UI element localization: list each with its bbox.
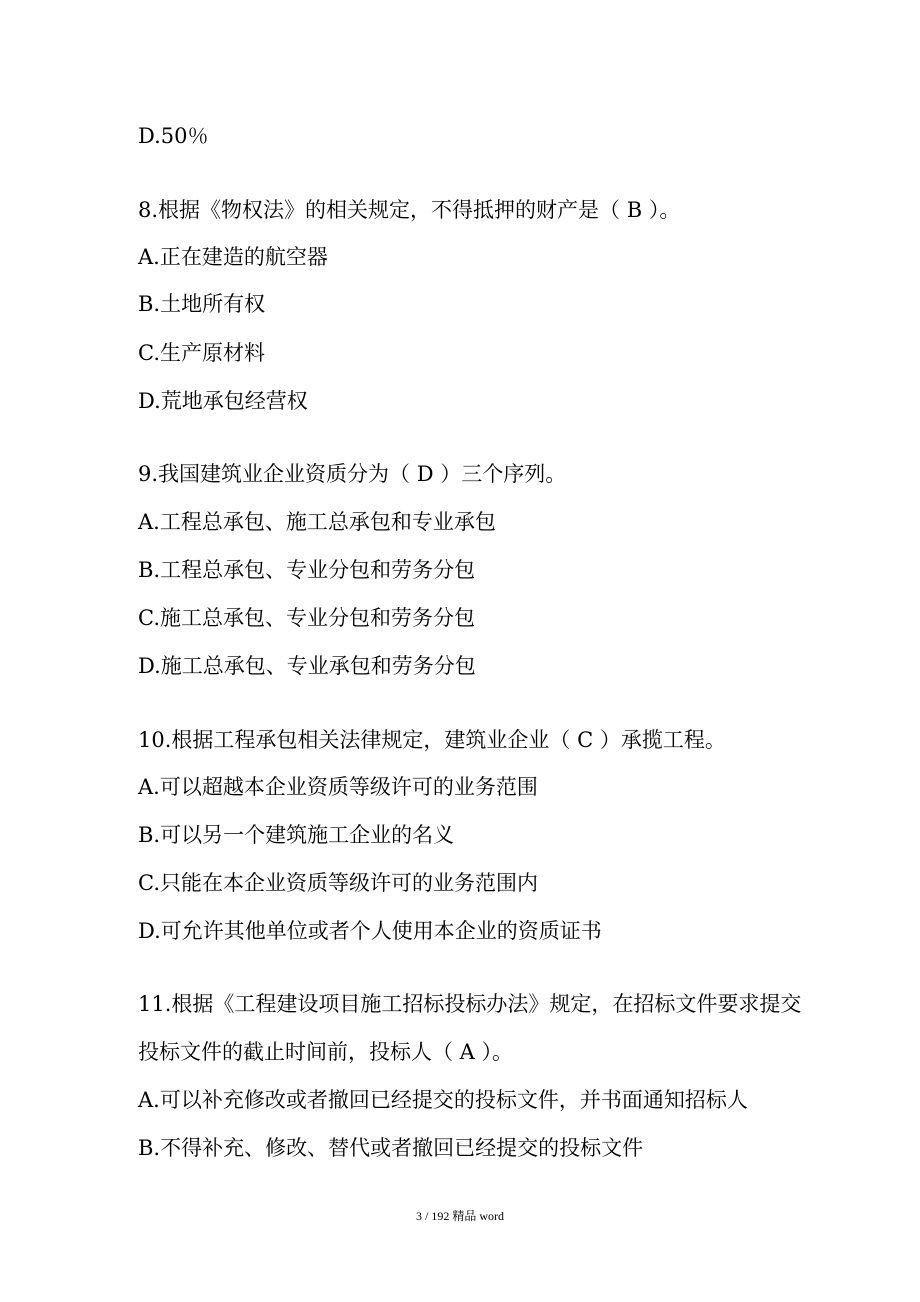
option-8c: C.生产原材料 (138, 341, 265, 365)
option-9d: D.施工总承包、专业承包和劳务分包 (138, 654, 476, 678)
option-8a: A.正在建造的航空器 (138, 245, 328, 269)
option-10d: D.可允许其他单位或者个人使用本企业的资质证书 (138, 919, 602, 943)
option-8d: D.荒地承包经营权 (138, 389, 308, 413)
option-11b: B.不得补充、修改、替代或者撤回已经提交的投标文件 (138, 1136, 644, 1160)
option-9a: A.工程总承包、施工总承包和专业承包 (138, 510, 496, 534)
option-8b: B.土地所有权 (138, 292, 266, 316)
question-11-line-1: 11.根据《工程建设项目施工招标投标办法》规定，在招标文件要求提交 (138, 992, 802, 1016)
option-10b: B.可以另一个建筑施工企业的名义 (138, 823, 455, 847)
option-10a: A.可以超越本企业资质等级许可的业务范围 (138, 775, 538, 799)
option-11a: A.可以补充修改或者撤回已经提交的投标文件，并书面通知招标人 (138, 1088, 748, 1112)
question-11-line-2: 投标文件的截止时间前，投标人（ A ）。 (138, 1040, 514, 1064)
option-9c: C.施工总承包、专业分包和劳务分包 (138, 606, 475, 630)
option-7d: D.50％ (138, 124, 209, 148)
question-9: 9.我国建筑业企业资质分为（ D ）三个序列。 (138, 462, 567, 486)
option-10c: C.只能在本企业资质等级许可的业务范围内 (138, 871, 538, 895)
option-9b: B.工程总承包、专业分包和劳务分包 (138, 558, 476, 582)
page-footer: 3 / 192 精品 word (416, 1209, 504, 1223)
question-8: 8.根据《物权法》的相关规定，不得抵押的财产是（ B ）。 (138, 198, 681, 222)
question-10: 10.根据工程承包相关法律规定，建筑业企业（ C ）承揽工程。 (138, 728, 726, 752)
